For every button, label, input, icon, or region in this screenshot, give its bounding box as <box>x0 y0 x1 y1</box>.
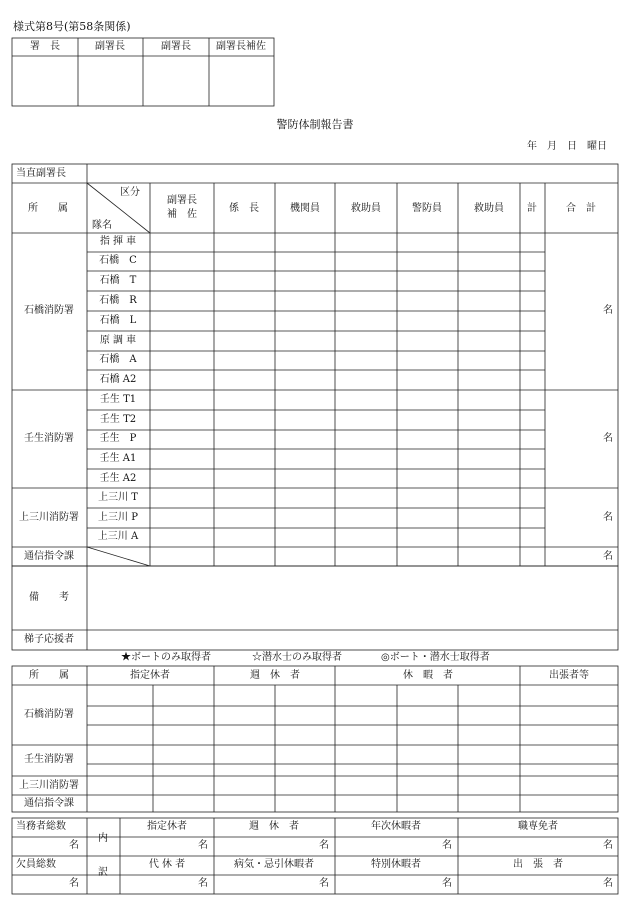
unit-row: 石橋 T <box>99 275 137 286</box>
unit-label: 隊名 <box>92 220 112 231</box>
summary-special-label: 特別休暇者 <box>371 859 421 870</box>
station-ishibashi: 石橋消防署 <box>24 305 74 316</box>
approval-header-chief: 署 長 <box>30 41 60 52</box>
leave-header-weekly: 週 休 者 <box>250 670 300 681</box>
remarks-grid <box>12 566 618 650</box>
col-rescuer-1: 救助員 <box>351 203 381 214</box>
on-duty-total-unit: 名 <box>69 840 79 851</box>
duty-deputy-label: 当直副署長 <box>16 168 66 179</box>
unit-row: 石橋 L <box>99 315 137 326</box>
breakdown-top: 内 <box>98 833 108 844</box>
leave-row-label: 通信指令課 <box>24 798 74 809</box>
unit-row: 石橋 R <box>99 295 137 306</box>
unit-row: 指 揮 車 <box>99 236 137 247</box>
legend-diver: ☆潜水士のみ取得者 <box>252 652 342 663</box>
unit-row: 壬生 T1 <box>99 394 137 405</box>
summary-trip-label: 出 張 者 <box>513 859 563 870</box>
station-mibu: 壬生消防署 <box>24 433 74 444</box>
leave-header-designated: 指定休者 <box>130 670 170 681</box>
col-total: 合 計 <box>566 203 596 214</box>
station-total-unit: 名 <box>603 512 613 523</box>
summary-weekly-label: 週 休 者 <box>249 821 299 832</box>
legend-boat: ★ボートのみ取得者 <box>121 652 211 663</box>
unit-row: 石橋 C <box>99 255 137 266</box>
leave-header-vacation: 休 暇 者 <box>403 670 453 681</box>
command-section: 通信指令課 <box>24 551 74 562</box>
remarks-label: 備 考 <box>29 592 69 603</box>
on-duty-total-label: 当務者総数 <box>16 821 66 832</box>
col-subtotal: 計 <box>527 203 537 214</box>
summary-designated-label: 指定休者 <box>147 821 187 832</box>
approval-header-deputy-1: 副署長 <box>95 41 125 52</box>
col-rescuer-2: 救助員 <box>474 203 504 214</box>
summary-unit: 名 <box>442 878 452 889</box>
absent-total-label: 欠員総数 <box>16 859 56 870</box>
summary-compensatory-label: 代 休 者 <box>148 859 186 870</box>
leave-row-label: 壬生消防署 <box>24 754 74 765</box>
summary-unit: 名 <box>198 878 208 889</box>
ladder-support-label: 梯子応援者 <box>24 634 74 645</box>
unit-row: 壬生 T2 <box>99 414 137 425</box>
leave-header-affiliation: 所 属 <box>29 670 69 681</box>
legend-both: ◎ボート・潜水士取得者 <box>381 652 490 663</box>
breakdown-bottom: 訳 <box>98 867 108 878</box>
unit-row: 上三川 A <box>97 531 139 542</box>
col-deputy-assistant-top: 副署長 <box>167 195 197 206</box>
absent-total-unit: 名 <box>69 878 79 889</box>
col-deputy-assistant-bottom: 補 佐 <box>167 209 197 220</box>
leave-header-trip: 出張者等 <box>549 670 589 681</box>
leave-row-label: 上三川消防署 <box>19 780 79 791</box>
col-firefighter: 警防員 <box>412 203 442 214</box>
form-number: 様式第8号(第58条関係) <box>13 20 131 33</box>
summary-duty-exempt-label: 職専免者 <box>518 821 558 832</box>
station-total-unit: 名 <box>603 305 613 316</box>
summary-unit: 名 <box>198 840 208 851</box>
summary-unit: 名 <box>442 840 452 851</box>
col-engineer: 機関員 <box>290 203 320 214</box>
unit-row: 石橋 A2 <box>99 374 137 385</box>
unit-row: 壬生 A1 <box>99 453 137 464</box>
category-label: 区分 <box>120 187 140 198</box>
unit-row: 壬生 P <box>99 433 137 444</box>
date-line: 年 月 日 曜日 <box>527 141 607 152</box>
command-total-unit: 名 <box>603 551 613 562</box>
summary-unit: 名 <box>319 878 329 889</box>
unit-row: 石橋 A <box>99 354 137 365</box>
summary-unit: 名 <box>603 840 613 851</box>
unit-row: 原 調 車 <box>99 335 137 346</box>
unit-row: 壬生 A2 <box>99 473 137 484</box>
summary-unit: 名 <box>603 878 613 889</box>
summary-annual-label: 年次休暇者 <box>371 821 421 832</box>
page-title: 警防体制報告書 <box>276 118 354 131</box>
leave-row-label: 石橋消防署 <box>24 709 74 720</box>
leave-table-grid <box>12 666 618 812</box>
col-section-chief: 係 長 <box>229 203 259 214</box>
summary-sick-label: 病気・忌引休暇者 <box>234 859 314 870</box>
station-total-unit: 名 <box>603 433 613 444</box>
summary-unit: 名 <box>319 840 329 851</box>
affiliation-label: 所 属 <box>28 203 68 214</box>
approval-header-deputy-2: 副署長 <box>161 41 191 52</box>
unit-row: 上三川 T <box>98 492 138 503</box>
approval-header-assistant: 副署長補佐 <box>216 41 266 52</box>
station-kaminokawa: 上三川消防署 <box>19 512 79 523</box>
unit-row: 上三川 P <box>98 512 138 523</box>
